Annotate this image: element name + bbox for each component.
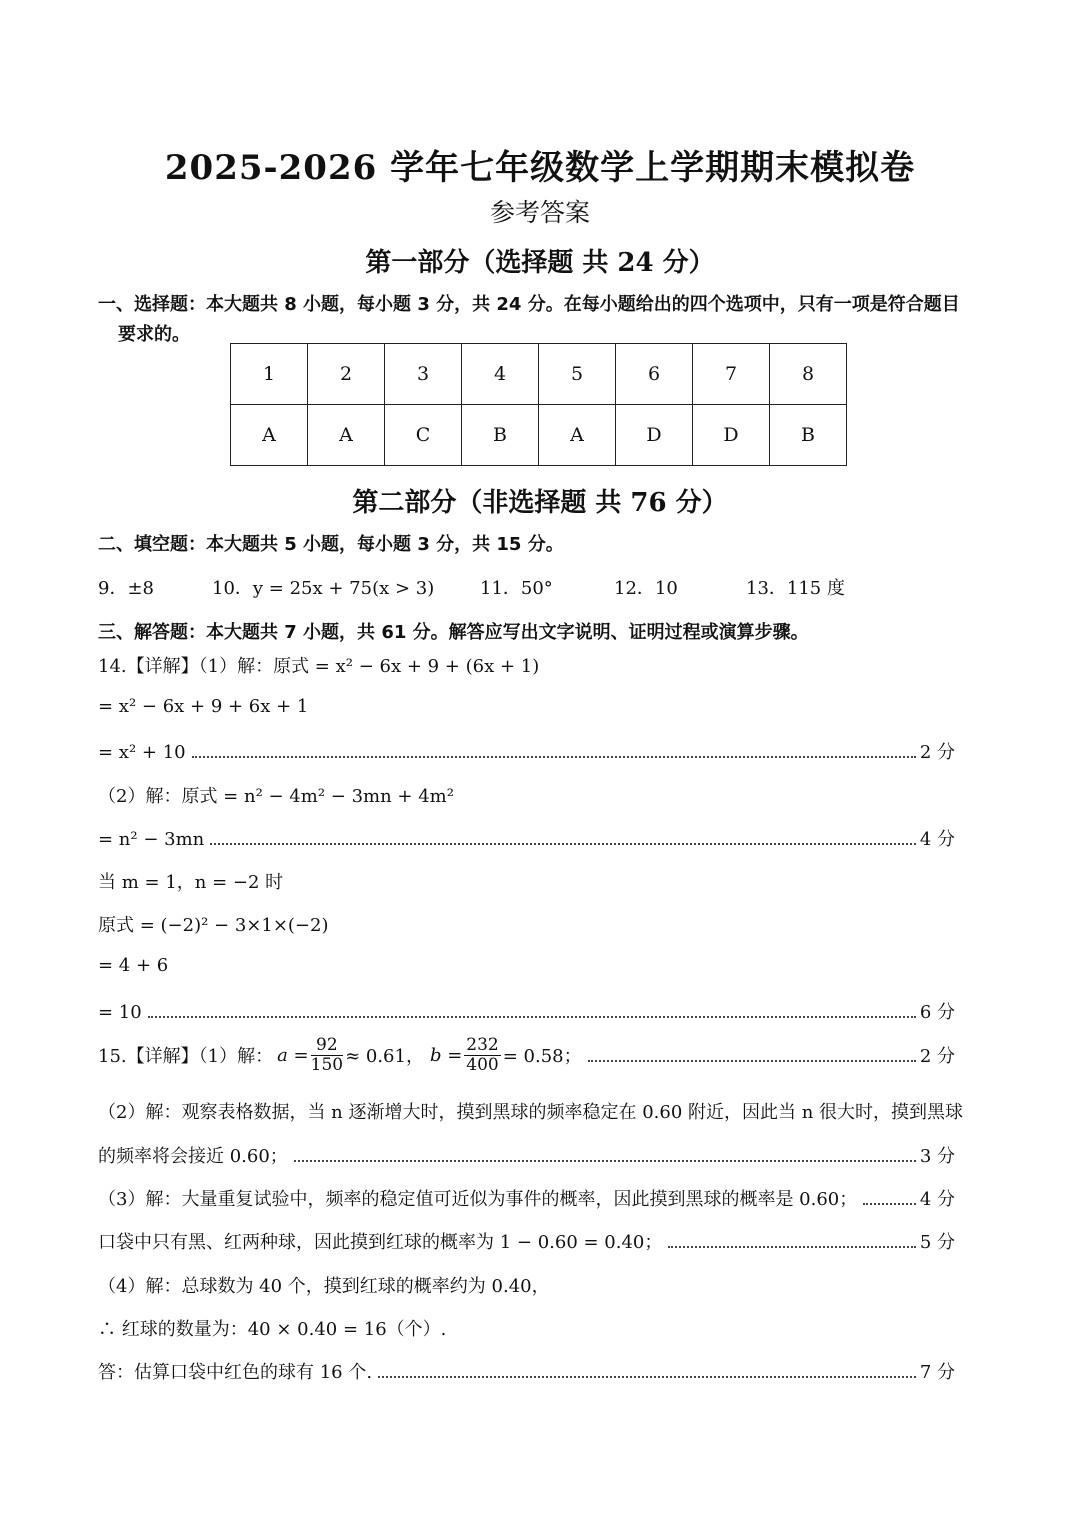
table-cell: A [308, 405, 385, 466]
fraction-b-denominator: 400 [466, 1054, 499, 1075]
section1-heading-cont: 要求的。 [118, 324, 190, 345]
result-a: ≈ 0.61， [345, 1046, 424, 1068]
score-label: 7 分 [919, 1362, 955, 1383]
section2-heading: 二、填空题：本大题共 5 小题，每小题 3 分，共 15 分。 [98, 534, 564, 555]
table-cell: A [231, 405, 308, 466]
table-cell: 2 [308, 344, 385, 405]
table-cell: 5 [539, 344, 616, 405]
q14-line-1: 14.【详解】（1）解：原式 = x² − 6x + 9 + (6x + 1) [98, 656, 540, 677]
table-cell: 1 [231, 344, 308, 405]
table-cell: 4 [462, 344, 539, 405]
dot-leader [294, 1159, 916, 1162]
q15-line-2: （2）解：观察表格数据，当 n 逐渐增大时，摸到黑球的频率稳定在 0.60 附近，因此当 n 很大时，摸到黑球 [98, 1102, 964, 1123]
answer-table-numbers [231, 344, 847, 405]
q15-line-5 [98, 1228, 955, 1254]
part2-heading: 第二部分（非选择题 共 76 分） [352, 488, 728, 518]
section1-heading: 一、选择题：本大题共 8 小题，每小题 3 分，共 24 分。在每小题给出的四个选项中，只有一项是符合题目 [98, 294, 960, 315]
q15-line-3 [98, 1142, 955, 1168]
fraction-a-numerator: 92 [311, 1036, 343, 1056]
answer-table-answers [231, 405, 847, 466]
score-label: 2 分 [919, 1046, 955, 1068]
q15-line-1-prefix: 15.【详解】（1）解： [98, 1046, 274, 1068]
score-label: 3 分 [919, 1146, 955, 1167]
fraction-b-numerator: 232 [466, 1035, 499, 1055]
q14-line-8: = 4 + 6 [98, 955, 169, 976]
fill-answer-9: 9．±8 [98, 578, 154, 599]
score-label: 2 分 [919, 742, 955, 763]
dot-leader [668, 1245, 915, 1248]
score-label: 4 分 [919, 1189, 955, 1210]
q14-line-9-text: = 10 [98, 1002, 142, 1023]
fraction-b [464, 1036, 500, 1074]
q14-line-9 [98, 998, 955, 1024]
q14-line-5 [98, 825, 955, 851]
q14-line-4: （2）解：原式 = n² − 4m² − 3mn + 4m² [98, 786, 454, 807]
table-cell: C [385, 405, 462, 466]
q14-line-3-text: = x² + 10 [98, 742, 186, 763]
fill-answer-13: 13．115 度 [746, 578, 845, 599]
q15-line-8-text: 答：估算口袋中红色的球有 16 个. [98, 1362, 373, 1383]
variable-b: b = [429, 1044, 463, 1066]
table-cell: A [539, 405, 616, 466]
q14-line-5-text: = n² − 3mn [98, 829, 205, 850]
page-title: 2025-2026 学年七年级数学上学期期末模拟卷 [164, 148, 916, 188]
table-cell: 6 [616, 344, 693, 405]
dot-leader [192, 755, 916, 758]
dot-leader [148, 1015, 916, 1018]
answer-table [230, 343, 847, 466]
page-subtitle: 参考答案 [489, 198, 590, 227]
dot-leader [210, 842, 916, 845]
table-cell: 7 [693, 344, 770, 405]
variable-a: a = [277, 1044, 309, 1066]
q15-line-1 [98, 1036, 955, 1074]
table-cell: 8 [770, 344, 847, 405]
q15-line-6: （4）解：总球数为 40 个，摸到红球的概率约为 0.40， [98, 1276, 550, 1297]
table-cell: B [770, 405, 847, 466]
table-cell: 3 [385, 344, 462, 405]
section3-heading: 三、解答题：本大题共 7 小题，共 61 分。解答应写出文字说明、证明过程或演算步骤。 [98, 622, 809, 643]
q14-line-6: 当 m = 1，n = −2 时 [98, 872, 284, 893]
score-label: 5 分 [919, 1232, 955, 1253]
q15-line-4-text: （3）解：大量重复试验中，频率的稳定值可近似为事件的概率，因此摸到黑球的概率是 0.60； [98, 1189, 858, 1210]
fraction-a [311, 1036, 343, 1074]
table-cell: D [616, 405, 693, 466]
q14-line-7: 原式 = (−2)² − 3×1×(−2) [98, 915, 329, 936]
fill-answer-12: 12．10 [614, 578, 678, 599]
q14-line-3 [98, 738, 955, 764]
table-cell: D [693, 405, 770, 466]
score-label: 4 分 [919, 829, 955, 850]
q15-line-7: ∴ 红球的数量为：40 × 0.40 = 16（个）. [98, 1319, 447, 1340]
dot-leader [378, 1375, 916, 1378]
q15-line-3-text: 的频率将会接近 0.60； [98, 1146, 288, 1167]
dot-leader [588, 1059, 916, 1062]
score-label: 6 分 [919, 1002, 955, 1023]
result-b: = 0.58； [502, 1046, 582, 1068]
q15-line-5-text: 口袋中只有黑、红两种球，因此摸到红球的概率为 1 − 0.60 = 0.40； [98, 1232, 663, 1253]
dot-leader [863, 1202, 916, 1205]
table-cell: B [462, 405, 539, 466]
fraction-a-denominator: 150 [310, 1054, 344, 1075]
q15-line-4 [98, 1185, 955, 1211]
q15-line-8 [98, 1358, 955, 1384]
part1-heading: 第一部分（选择题 共 24 分） [365, 248, 715, 278]
fill-answer-11: 11．50° [480, 578, 553, 599]
fill-answer-10: 10．y = 25x + 75(x > 3) [212, 578, 435, 599]
q14-line-2: = x² − 6x + 9 + 6x + 1 [98, 696, 309, 717]
